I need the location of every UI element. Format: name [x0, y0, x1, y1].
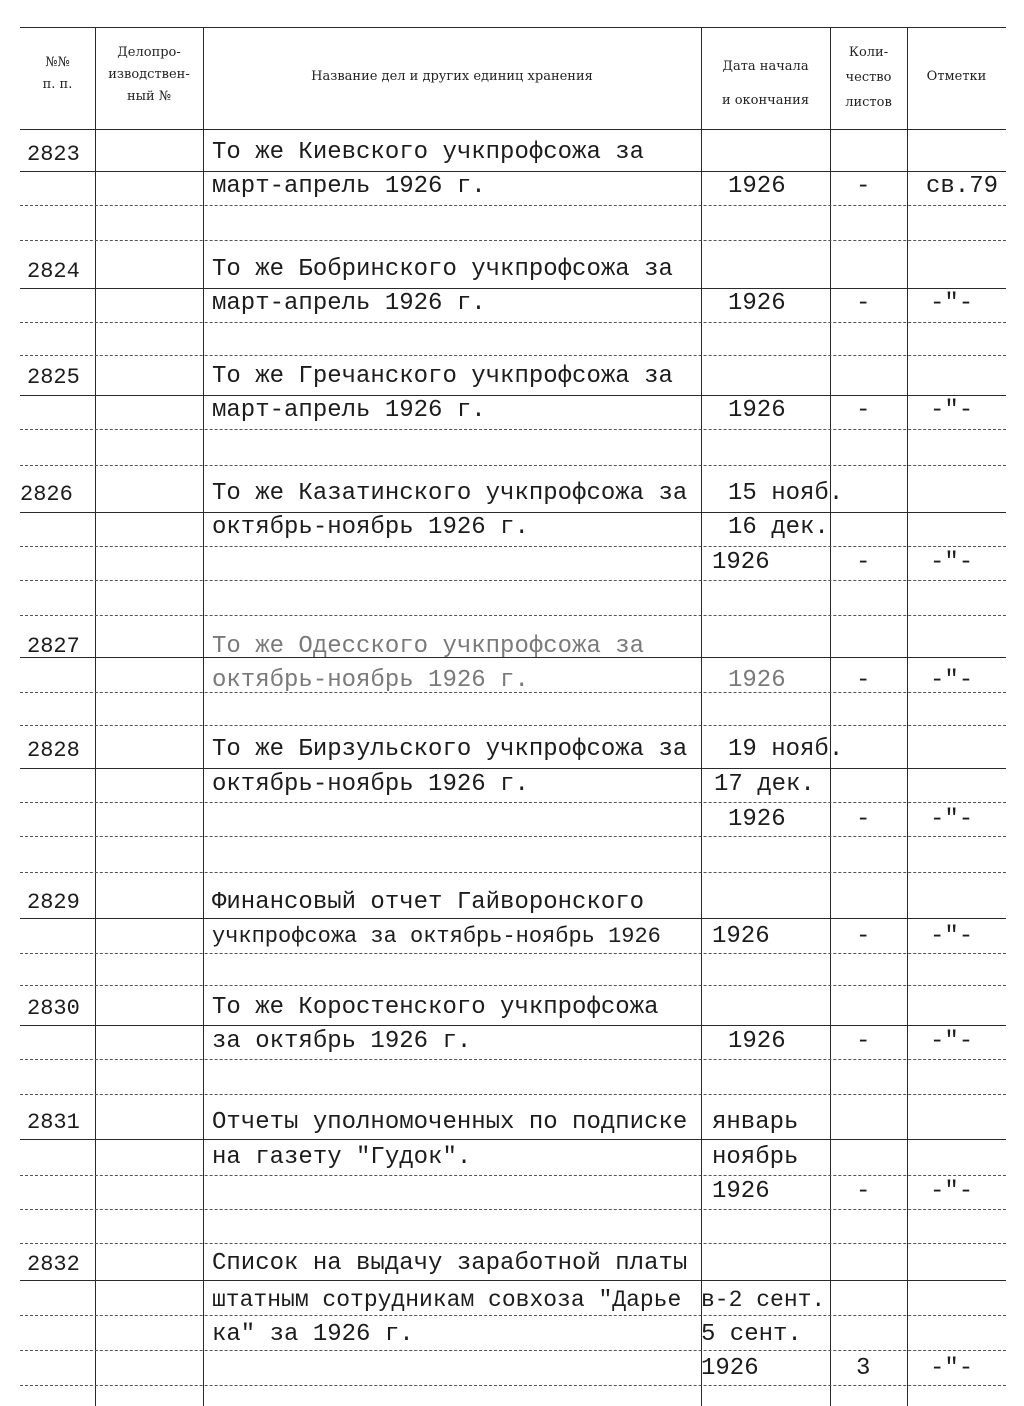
header-office-line1: Делопро- — [117, 45, 181, 60]
row-rule — [20, 1094, 1006, 1095]
record-date: 17 дек. — [714, 771, 815, 798]
record-title-line: ка" за 1926 г. — [212, 1321, 414, 1348]
record-number: 2823 — [27, 142, 80, 167]
record-number: 2829 — [27, 890, 80, 915]
record-title-line: То же Одесского учкпрофсожа за — [212, 633, 645, 660]
row-rule — [20, 657, 1006, 658]
record-title-line: Список на выдачу заработной платы — [212, 1250, 688, 1277]
record-title-line: октябрь-ноябрь 1926 г. — [212, 514, 529, 541]
row-rule — [20, 918, 1006, 919]
record-date: в-2 сент. — [701, 1287, 826, 1313]
record-notes: -"- — [930, 1355, 974, 1382]
record-sheets: - — [856, 173, 871, 200]
row-rule — [20, 1350, 1006, 1351]
row-rule — [20, 512, 1006, 513]
record-date: 1926 — [712, 1178, 770, 1205]
record-date: 1926 — [728, 667, 786, 694]
row-rule — [20, 692, 1006, 693]
record-notes: св.79 — [926, 173, 999, 200]
row-rule — [20, 546, 1006, 547]
record-title-line: штатным сотрудникам совхоза "Дарье — [212, 1287, 682, 1313]
record-sheets: - — [856, 549, 871, 576]
record-date: 5 сент. — [701, 1321, 802, 1348]
record-notes: -"- — [930, 923, 974, 950]
record-title-line: октябрь-ноябрь 1926 г. — [212, 771, 529, 798]
row-rule — [20, 429, 1006, 430]
row-rule — [20, 205, 1006, 206]
row-rule — [20, 615, 1006, 616]
row-rule — [20, 1385, 1006, 1386]
row-rule — [20, 872, 1006, 873]
record-number: 2830 — [27, 996, 80, 1021]
header-office-line3: ный № — [126, 89, 172, 104]
header-office-number — [95, 42, 203, 108]
record-sheets: - — [856, 290, 871, 317]
header-sheets-line2: чество — [845, 70, 892, 85]
row-rule — [20, 465, 1006, 466]
record-date: 19 нояб. — [728, 736, 844, 763]
record-number: 2831 — [27, 1110, 80, 1135]
record-title-line: март-апрель 1926 г. — [212, 290, 486, 317]
record-title-line: То же Бирзульского учкпрофсожа за — [212, 736, 688, 763]
record-title-line: на газету "Гудок". — [212, 1144, 472, 1171]
record-date: 1926 — [728, 1028, 786, 1055]
row-rule — [20, 288, 1006, 289]
column-rule — [701, 27, 702, 1406]
row-rule — [20, 1175, 1006, 1176]
header-notes-text: Отметки — [926, 69, 987, 84]
record-date: 1926 — [728, 397, 786, 424]
column-rule — [907, 27, 908, 1406]
record-date: 1926 — [728, 290, 786, 317]
record-title-line: за октябрь 1926 г. — [212, 1028, 472, 1055]
record-notes: -"- — [930, 1178, 974, 1205]
header-notes — [907, 66, 1006, 88]
row-rule — [20, 802, 1006, 803]
row-rule — [20, 1243, 1006, 1244]
row-rule — [20, 1025, 1006, 1026]
record-title-line: То же Бобринского учкпрофсожа за — [212, 256, 673, 283]
record-number: 2832 — [27, 1252, 80, 1277]
record-number: 2828 — [27, 738, 80, 763]
record-title-line: То же Казатинского учкпрофсожа за — [212, 480, 688, 507]
record-date: ноябрь — [712, 1144, 799, 1171]
row-rule — [20, 1315, 1006, 1316]
record-title-line: То же Киевского учкпрофсожа за — [212, 139, 645, 166]
header-sheets — [830, 40, 907, 115]
record-title-line: март-апрель 1926 г. — [212, 173, 486, 200]
header-sheets-line3: листов — [845, 95, 892, 110]
row-rule — [20, 580, 1006, 581]
record-date: 1926 — [712, 923, 770, 950]
record-title-line: учкпрофсожа за октябрь-ноябрь 1926 — [212, 924, 661, 949]
record-title-line: То же Гречанского учкпрофсожа за — [212, 363, 673, 390]
row-rule — [20, 953, 1006, 954]
record-number: 2824 — [27, 259, 80, 284]
record-date: 1926 — [728, 173, 786, 200]
row-rule — [20, 768, 1006, 769]
record-sheets: - — [856, 397, 871, 424]
record-number: 2827 — [27, 634, 80, 659]
table-top-border — [20, 27, 1006, 28]
header-dates — [701, 50, 830, 118]
record-notes: -"- — [930, 1028, 974, 1055]
row-rule — [20, 985, 1006, 986]
record-sheets: - — [856, 1028, 871, 1055]
record-date: 1926 — [701, 1355, 759, 1382]
row-rule — [20, 1059, 1006, 1060]
row-rule — [20, 836, 1006, 837]
header-number-line1: №№ — [45, 55, 70, 70]
header-sheets-line1: Коли- — [848, 45, 889, 60]
record-notes: -"- — [930, 667, 974, 694]
row-rule — [20, 240, 1006, 241]
record-sheets: - — [856, 1178, 871, 1205]
record-title-line: Финансовый отчет Гайворонского — [212, 889, 645, 916]
record-title-line: октябрь-ноябрь 1926 г. — [212, 667, 529, 694]
record-sheets: - — [856, 806, 871, 833]
header-office-line2: изводствен- — [108, 67, 190, 82]
row-rule — [20, 1209, 1006, 1210]
record-title-line: То же Коростенского учкпрофсожа — [212, 994, 659, 1021]
row-rule — [20, 1280, 1006, 1281]
header-title-text: Название дел и других единиц хранения — [311, 69, 593, 84]
record-title-line: Отчеты уполномоченных по подписке — [212, 1109, 688, 1136]
header-title — [203, 66, 701, 88]
row-rule — [20, 355, 1006, 356]
row-rule — [20, 171, 1006, 172]
record-notes: -"- — [930, 397, 974, 424]
row-rule — [20, 322, 1006, 323]
header-number-line2: п. п. — [42, 77, 73, 92]
row-rule — [20, 1139, 1006, 1140]
record-sheets: - — [856, 667, 871, 694]
record-date: 1926 — [712, 549, 770, 576]
record-number: 2825 — [27, 365, 80, 390]
record-notes: -"- — [930, 290, 974, 317]
record-date: 16 дек. — [728, 514, 829, 541]
row-rule — [20, 725, 1006, 726]
header-dates-line1: Дата начала — [722, 59, 809, 74]
header-number — [20, 52, 95, 96]
record-number: 2826 — [20, 482, 73, 507]
row-rule — [20, 395, 1006, 396]
record-date: 15 нояб. — [728, 480, 844, 507]
header-bottom-border — [20, 129, 1006, 130]
record-notes: -"- — [930, 806, 974, 833]
column-rule — [830, 27, 831, 1406]
record-date: январь — [712, 1109, 799, 1136]
column-rule — [95, 27, 96, 1406]
record-sheets: 3 — [856, 1355, 871, 1382]
record-sheets: - — [856, 923, 871, 950]
header-dates-line2: и окончания — [721, 93, 810, 108]
column-rule — [203, 27, 204, 1406]
record-date: 1926 — [728, 806, 786, 833]
record-title-line: март-апрель 1926 г. — [212, 397, 486, 424]
record-notes: -"- — [930, 549, 974, 576]
